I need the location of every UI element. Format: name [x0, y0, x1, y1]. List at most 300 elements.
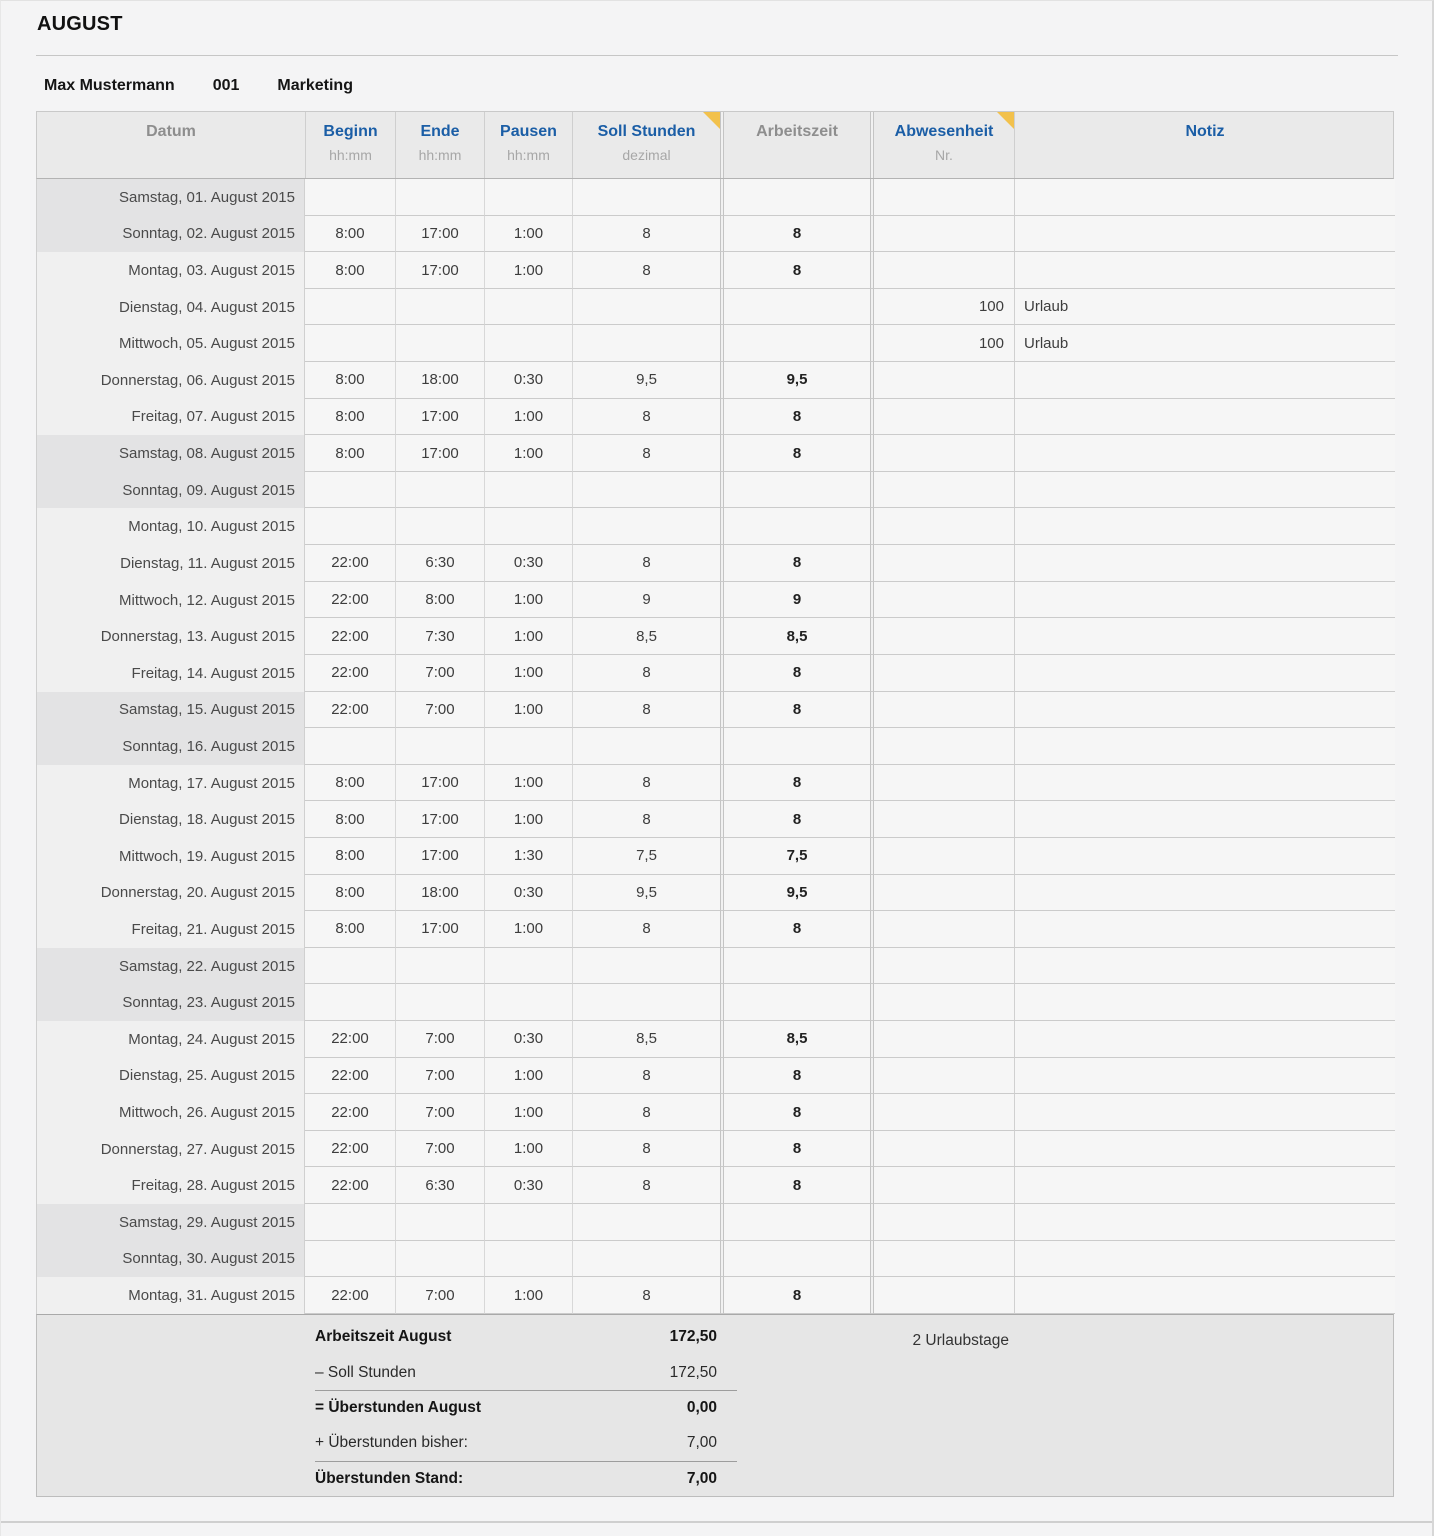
table-row: [37, 1021, 1393, 1058]
cell-pausen[interactable]: 1:00: [484, 911, 572, 948]
cell-beginn[interactable]: 22:00: [305, 1021, 395, 1058]
cell-abwesenheit[interactable]: [874, 1058, 1014, 1095]
cell-pausen[interactable]: [484, 325, 572, 362]
cell-abwesenheit[interactable]: 100: [874, 289, 1014, 326]
cell-ende[interactable]: [395, 472, 484, 509]
cell-abwesenheit[interactable]: [874, 1021, 1014, 1058]
cell-arbeitszeit[interactable]: [724, 1241, 870, 1278]
cell-ende[interactable]: 8:00: [395, 582, 484, 619]
table-row: [37, 1277, 1393, 1314]
cell-soll-stunden[interactable]: [572, 1241, 720, 1278]
cell-notiz[interactable]: [1014, 216, 1395, 253]
cell-ende[interactable]: [395, 508, 484, 545]
employee-department: Marketing: [277, 77, 353, 94]
cell-soll-stunden[interactable]: 8: [572, 692, 720, 729]
cell-beginn[interactable]: 8:00: [305, 801, 395, 838]
column-header-ende: Ende hh:mm: [395, 112, 484, 178]
cell-arbeitszeit[interactable]: [724, 472, 870, 509]
cell-abwesenheit[interactable]: [874, 765, 1014, 802]
cell-pausen[interactable]: [484, 1241, 572, 1278]
cell-soll-stunden[interactable]: 8: [572, 801, 720, 838]
cell-abwesenheit[interactable]: [874, 801, 1014, 838]
cell-pausen[interactable]: 0:30: [484, 1167, 572, 1204]
cell-pausen[interactable]: [484, 984, 572, 1021]
cell-soll-stunden[interactable]: 8: [572, 1167, 720, 1204]
cell-soll-stunden[interactable]: 8: [572, 399, 720, 436]
table-row: [37, 692, 1393, 729]
page-title: AUGUST: [37, 13, 123, 35]
cell-ende[interactable]: 7:00: [395, 692, 484, 729]
cell-ende[interactable]: 6:30: [395, 545, 484, 582]
cell-datum: Donnerstag, 06. August 2015: [37, 362, 305, 399]
cell-soll-stunden[interactable]: 8: [572, 1094, 720, 1131]
table-row: [37, 1131, 1393, 1168]
table-row: [37, 801, 1393, 838]
cell-pausen[interactable]: 1:00: [484, 582, 572, 619]
cell-ende[interactable]: [395, 1241, 484, 1278]
cell-soll-stunden[interactable]: 8: [572, 1131, 720, 1168]
summary-label: – Soll Stunden: [315, 1363, 416, 1381]
cell-abwesenheit[interactable]: [874, 508, 1014, 545]
cell-pausen[interactable]: 0:30: [484, 1021, 572, 1058]
cell-datum: Mittwoch, 05. August 2015: [37, 325, 305, 362]
cell-notiz[interactable]: [1014, 838, 1395, 875]
column-header-notiz: Notiz: [1014, 112, 1395, 178]
cell-abwesenheit[interactable]: [874, 838, 1014, 875]
cell-notiz[interactable]: [1014, 948, 1395, 985]
cell-beginn[interactable]: [305, 728, 395, 765]
cell-pausen[interactable]: 1:00: [484, 1058, 572, 1095]
cell-abwesenheit[interactable]: [874, 1241, 1014, 1278]
cell-arbeitszeit[interactable]: [724, 289, 870, 326]
cell-datum: Donnerstag, 13. August 2015: [37, 618, 305, 655]
cell-abwesenheit[interactable]: [874, 1094, 1014, 1131]
table-row: [37, 728, 1393, 765]
cell-notiz[interactable]: [1014, 252, 1395, 289]
cell-beginn[interactable]: 8:00: [305, 838, 395, 875]
cell-datum: Samstag, 08. August 2015: [37, 435, 305, 472]
summary-rows: [37, 1320, 1393, 1496]
note-marker-icon: [997, 112, 1014, 129]
cell-datum: Montag, 03. August 2015: [37, 252, 305, 289]
cell-beginn[interactable]: 22:00: [305, 545, 395, 582]
cell-abwesenheit[interactable]: [874, 216, 1014, 253]
cell-abwesenheit[interactable]: [874, 1131, 1014, 1168]
cell-abwesenheit[interactable]: [874, 948, 1014, 985]
summary-row: [315, 1461, 737, 1496]
bottom-strip: [1, 1497, 1432, 1523]
cell-beginn[interactable]: 22:00: [305, 1131, 395, 1168]
cell-datum: Sonntag, 30. August 2015: [37, 1241, 305, 1278]
cell-beginn[interactable]: 22:00: [305, 1277, 395, 1314]
vacation-days-note: 2 Urlaubstage: [912, 1331, 1009, 1349]
cell-abwesenheit[interactable]: [874, 984, 1014, 1021]
cell-datum: Samstag, 29. August 2015: [37, 1204, 305, 1241]
cell-arbeitszeit[interactable]: 8,5: [724, 618, 870, 655]
cell-abwesenheit[interactable]: [874, 435, 1014, 472]
summary-value: 7,00: [686, 1469, 717, 1487]
cell-notiz[interactable]: [1014, 472, 1395, 509]
cell-datum: Samstag, 01. August 2015: [37, 179, 305, 216]
cell-beginn[interactable]: 8:00: [305, 765, 395, 802]
cell-notiz[interactable]: [1014, 765, 1395, 802]
cell-notiz[interactable]: [1014, 801, 1395, 838]
cell-abwesenheit[interactable]: [874, 399, 1014, 436]
cell-arbeitszeit[interactable]: 8: [724, 801, 870, 838]
cell-pausen[interactable]: 1:00: [484, 435, 572, 472]
table-row: [37, 655, 1393, 692]
cell-arbeitszeit[interactable]: 8: [724, 1131, 870, 1168]
cell-arbeitszeit[interactable]: [724, 325, 870, 362]
cell-ende[interactable]: 18:00: [395, 362, 484, 399]
cell-arbeitszeit[interactable]: 8: [724, 216, 870, 253]
cell-notiz[interactable]: Urlaub: [1014, 289, 1395, 326]
cell-ende[interactable]: 6:30: [395, 1167, 484, 1204]
table-row: [37, 508, 1393, 545]
cell-ende[interactable]: [395, 179, 484, 216]
cell-beginn[interactable]: 8:00: [305, 216, 395, 253]
timesheet-table: [36, 111, 1394, 1497]
cell-soll-stunden[interactable]: [572, 1204, 720, 1241]
cell-datum: Dienstag, 25. August 2015: [37, 1058, 305, 1095]
cell-pausen[interactable]: 1:00: [484, 216, 572, 253]
column-header-datum: Datum: [146, 123, 196, 140]
cell-arbeitszeit[interactable]: 9: [724, 582, 870, 619]
cell-pausen[interactable]: 1:00: [484, 252, 572, 289]
cell-beginn[interactable]: 22:00: [305, 618, 395, 655]
cell-arbeitszeit[interactable]: [724, 984, 870, 1021]
cell-datum: Sonntag, 02. August 2015: [37, 216, 305, 253]
cell-pausen[interactable]: [484, 472, 572, 509]
cell-datum: Montag, 24. August 2015: [37, 1021, 305, 1058]
cell-beginn[interactable]: [305, 472, 395, 509]
cell-abwesenheit[interactable]: [874, 252, 1014, 289]
cell-notiz[interactable]: [1014, 435, 1395, 472]
cell-ende[interactable]: 17:00: [395, 216, 484, 253]
table-row: [37, 582, 1393, 619]
cell-beginn[interactable]: [305, 289, 395, 326]
cell-pausen[interactable]: 1:00: [484, 692, 572, 729]
cell-arbeitszeit[interactable]: 9,5: [724, 875, 870, 912]
cell-beginn[interactable]: [305, 508, 395, 545]
cell-soll-stunden[interactable]: [572, 728, 720, 765]
cell-ende[interactable]: 7:00: [395, 1058, 484, 1095]
cell-soll-stunden[interactable]: [572, 179, 720, 216]
cell-beginn[interactable]: 22:00: [305, 692, 395, 729]
cell-ende[interactable]: 17:00: [395, 911, 484, 948]
note-marker-icon: [703, 112, 720, 129]
cell-pausen[interactable]: [484, 948, 572, 985]
cell-arbeitszeit[interactable]: [724, 508, 870, 545]
cell-notiz[interactable]: [1014, 399, 1395, 436]
cell-arbeitszeit[interactable]: [724, 1204, 870, 1241]
cell-datum: Freitag, 14. August 2015: [37, 655, 305, 692]
column-header-abwesenheit: Abwesenheit Nr.: [874, 112, 1014, 178]
employee-row: [37, 77, 1396, 95]
cell-notiz[interactable]: [1014, 1094, 1395, 1131]
cell-arbeitszeit[interactable]: [724, 179, 870, 216]
table-row: [37, 1167, 1393, 1204]
cell-notiz[interactable]: [1014, 1241, 1395, 1278]
table-row: [37, 1204, 1393, 1241]
table-row: [37, 216, 1393, 253]
cell-beginn[interactable]: 22:00: [305, 1094, 395, 1131]
cell-beginn[interactable]: 8:00: [305, 362, 395, 399]
cell-beginn[interactable]: [305, 984, 395, 1021]
cell-beginn[interactable]: [305, 325, 395, 362]
column-header-beginn: Beginn hh:mm: [305, 112, 395, 178]
cell-abwesenheit[interactable]: [874, 655, 1014, 692]
title-divider: [36, 55, 1398, 56]
cell-soll-stunden[interactable]: 8,5: [572, 618, 720, 655]
cell-beginn[interactable]: 8:00: [305, 252, 395, 289]
cell-abwesenheit[interactable]: [874, 692, 1014, 729]
cell-arbeitszeit[interactable]: 8: [724, 435, 870, 472]
cell-abwesenheit[interactable]: [874, 362, 1014, 399]
employee-name: Max Mustermann: [44, 77, 175, 94]
cell-soll-stunden[interactable]: 8: [572, 252, 720, 289]
summary-value: 0,00: [686, 1399, 717, 1417]
cell-datum: Samstag, 22. August 2015: [37, 948, 305, 985]
cell-notiz[interactable]: [1014, 984, 1395, 1021]
cell-notiz[interactable]: [1014, 618, 1395, 655]
cell-abwesenheit[interactable]: [874, 1277, 1014, 1314]
table-row: [37, 399, 1393, 436]
cell-notiz[interactable]: [1014, 1277, 1395, 1314]
cell-abwesenheit[interactable]: [874, 472, 1014, 509]
cell-pausen[interactable]: 1:00: [484, 1131, 572, 1168]
cell-arbeitszeit[interactable]: 9,5: [724, 362, 870, 399]
cell-notiz[interactable]: [1014, 1058, 1395, 1095]
cell-soll-stunden[interactable]: 8: [572, 911, 720, 948]
cell-datum: Dienstag, 04. August 2015: [37, 289, 305, 326]
table-row: [37, 545, 1393, 582]
cell-abwesenheit[interactable]: [874, 179, 1014, 216]
cell-datum: Donnerstag, 27. August 2015: [37, 1131, 305, 1168]
column-header-arbeitszeit: Arbeitszeit: [756, 123, 838, 140]
cell-notiz[interactable]: [1014, 655, 1395, 692]
summary-label: = Überstunden August: [315, 1399, 482, 1417]
cell-beginn[interactable]: 22:00: [305, 1167, 395, 1204]
cell-notiz[interactable]: [1014, 1021, 1395, 1058]
cell-arbeitszeit[interactable]: 8: [724, 545, 870, 582]
cell-arbeitszeit[interactable]: 8: [724, 1094, 870, 1131]
cell-notiz[interactable]: [1014, 728, 1395, 765]
table-row: [37, 435, 1393, 472]
summary-section: [36, 1314, 1394, 1497]
cell-datum: Samstag, 15. August 2015: [37, 692, 305, 729]
cell-ende[interactable]: 7:00: [395, 1131, 484, 1168]
summary-row: [315, 1390, 737, 1425]
cell-datum: Sonntag, 09. August 2015: [37, 472, 305, 509]
cell-soll-stunden[interactable]: [572, 948, 720, 985]
cell-beginn[interactable]: 8:00: [305, 399, 395, 436]
cell-ende[interactable]: 7:00: [395, 655, 484, 692]
cell-arbeitszeit[interactable]: 8: [724, 252, 870, 289]
cell-notiz[interactable]: [1014, 545, 1395, 582]
summary-row: [315, 1425, 737, 1460]
cell-beginn[interactable]: 22:00: [305, 655, 395, 692]
cell-abwesenheit[interactable]: [874, 875, 1014, 912]
cell-datum: Freitag, 28. August 2015: [37, 1167, 305, 1204]
cell-beginn[interactable]: 8:00: [305, 875, 395, 912]
cell-ende[interactable]: 18:00: [395, 875, 484, 912]
cell-pausen[interactable]: 1:00: [484, 655, 572, 692]
cell-abwesenheit[interactable]: [874, 1204, 1014, 1241]
cell-datum: Montag, 17. August 2015: [37, 765, 305, 802]
cell-beginn[interactable]: 8:00: [305, 911, 395, 948]
column-header-soll-stunden: Soll Stunden dezimal: [572, 112, 720, 178]
cell-notiz[interactable]: [1014, 1167, 1395, 1204]
cell-soll-stunden[interactable]: 8: [572, 216, 720, 253]
cell-soll-stunden[interactable]: 9,5: [572, 362, 720, 399]
cell-arbeitszeit[interactable]: 8: [724, 1058, 870, 1095]
cell-soll-stunden[interactable]: 8: [572, 1277, 720, 1314]
cell-soll-stunden[interactable]: 8: [572, 655, 720, 692]
cell-ende[interactable]: [395, 1204, 484, 1241]
cell-arbeitszeit[interactable]: 8: [724, 1277, 870, 1314]
table-row: [37, 252, 1393, 289]
cell-beginn[interactable]: [305, 948, 395, 985]
cell-ende[interactable]: [395, 948, 484, 985]
cell-soll-stunden[interactable]: [572, 984, 720, 1021]
cell-datum: Mittwoch, 26. August 2015: [37, 1094, 305, 1131]
cell-pausen[interactable]: [484, 1204, 572, 1241]
cell-soll-stunden[interactable]: [572, 508, 720, 545]
cell-soll-stunden[interactable]: 8,5: [572, 1021, 720, 1058]
cell-ende[interactable]: [395, 289, 484, 326]
cell-arbeitszeit[interactable]: 8: [724, 692, 870, 729]
cell-ende[interactable]: [395, 325, 484, 362]
cell-notiz[interactable]: [1014, 1204, 1395, 1241]
cell-abwesenheit[interactable]: [874, 618, 1014, 655]
cell-ende[interactable]: [395, 984, 484, 1021]
cell-pausen[interactable]: 1:00: [484, 765, 572, 802]
cell-pausen[interactable]: [484, 289, 572, 326]
cell-ende[interactable]: 17:00: [395, 838, 484, 875]
cell-ende[interactable]: 7:00: [395, 1094, 484, 1131]
cell-beginn[interactable]: [305, 179, 395, 216]
summary-row: [315, 1355, 737, 1390]
cell-arbeitszeit[interactable]: 8,5: [724, 1021, 870, 1058]
cell-pausen[interactable]: 1:30: [484, 838, 572, 875]
cell-datum: Freitag, 07. August 2015: [37, 399, 305, 436]
cell-ende[interactable]: 17:00: [395, 435, 484, 472]
cell-beginn[interactable]: [305, 1241, 395, 1278]
cell-abwesenheit[interactable]: [874, 1167, 1014, 1204]
cell-beginn[interactable]: [305, 1204, 395, 1241]
cell-pausen[interactable]: 1:00: [484, 801, 572, 838]
cell-soll-stunden[interactable]: [572, 472, 720, 509]
cell-arbeitszeit[interactable]: 8: [724, 765, 870, 802]
cell-pausen[interactable]: [484, 179, 572, 216]
cell-pausen[interactable]: [484, 728, 572, 765]
cell-pausen[interactable]: 0:30: [484, 362, 572, 399]
summary-label: Arbeitszeit August: [315, 1328, 452, 1346]
cell-notiz[interactable]: [1014, 508, 1395, 545]
cell-notiz[interactable]: Urlaub: [1014, 325, 1395, 362]
cell-ende[interactable]: 17:00: [395, 399, 484, 436]
cell-ende[interactable]: 17:00: [395, 801, 484, 838]
cell-ende[interactable]: 17:00: [395, 765, 484, 802]
cell-abwesenheit[interactable]: [874, 911, 1014, 948]
summary-row: [315, 1320, 737, 1355]
cell-ende[interactable]: 7:00: [395, 1277, 484, 1314]
table-row: [37, 472, 1393, 509]
cell-soll-stunden[interactable]: 7,5: [572, 838, 720, 875]
table-row: [37, 618, 1393, 655]
cell-ende[interactable]: 7:30: [395, 618, 484, 655]
table-row: [37, 325, 1393, 362]
cell-arbeitszeit[interactable]: [724, 728, 870, 765]
employee-id: 001: [212, 77, 240, 94]
cell-beginn[interactable]: 22:00: [305, 1058, 395, 1095]
table-row: [37, 179, 1393, 216]
cell-beginn[interactable]: 22:00: [305, 582, 395, 619]
table-body: [36, 179, 1394, 1314]
cell-abwesenheit[interactable]: [874, 545, 1014, 582]
cell-pausen[interactable]: 1:00: [484, 1277, 572, 1314]
cell-datum: Montag, 31. August 2015: [37, 1277, 305, 1314]
cell-abwesenheit[interactable]: [874, 728, 1014, 765]
cell-soll-stunden[interactable]: 8: [572, 765, 720, 802]
cell-pausen[interactable]: 0:30: [484, 545, 572, 582]
cell-arbeitszeit[interactable]: [724, 948, 870, 985]
cell-pausen[interactable]: 1:00: [484, 618, 572, 655]
cell-pausen[interactable]: 0:30: [484, 875, 572, 912]
cell-datum: Mittwoch, 12. August 2015: [37, 582, 305, 619]
table-row: [37, 838, 1393, 875]
cell-soll-stunden[interactable]: 8: [572, 1058, 720, 1095]
cell-arbeitszeit[interactable]: 8: [724, 911, 870, 948]
cell-arbeitszeit[interactable]: 8: [724, 655, 870, 692]
cell-abwesenheit[interactable]: 100: [874, 325, 1014, 362]
cell-beginn[interactable]: 8:00: [305, 435, 395, 472]
cell-pausen[interactable]: [484, 508, 572, 545]
summary-value: 172,50: [669, 1328, 717, 1346]
cell-ende[interactable]: 17:00: [395, 252, 484, 289]
cell-notiz[interactable]: [1014, 1131, 1395, 1168]
cell-ende[interactable]: 7:00: [395, 1021, 484, 1058]
cell-soll-stunden[interactable]: [572, 289, 720, 326]
cell-notiz[interactable]: [1014, 582, 1395, 619]
cell-notiz[interactable]: [1014, 875, 1395, 912]
table-row: [37, 875, 1393, 912]
cell-pausen[interactable]: 1:00: [484, 399, 572, 436]
cell-arbeitszeit[interactable]: 7,5: [724, 838, 870, 875]
cell-abwesenheit[interactable]: [874, 582, 1014, 619]
cell-arbeitszeit[interactable]: 8: [724, 1167, 870, 1204]
table-row: [37, 1094, 1393, 1131]
cell-pausen[interactable]: 1:00: [484, 1094, 572, 1131]
cell-notiz[interactable]: [1014, 911, 1395, 948]
cell-arbeitszeit[interactable]: 8: [724, 399, 870, 436]
cell-notiz[interactable]: [1014, 362, 1395, 399]
cell-soll-stunden[interactable]: 9,5: [572, 875, 720, 912]
cell-notiz[interactable]: [1014, 692, 1395, 729]
cell-soll-stunden[interactable]: 8: [572, 435, 720, 472]
table-row: [37, 948, 1393, 985]
cell-soll-stunden[interactable]: 8: [572, 545, 720, 582]
column-header-pausen: Pausen hh:mm: [484, 112, 572, 178]
cell-soll-stunden[interactable]: 9: [572, 582, 720, 619]
table-header: [36, 111, 1394, 179]
table-row: [37, 362, 1393, 399]
cell-ende[interactable]: [395, 728, 484, 765]
table-row: [37, 984, 1393, 1021]
cell-notiz[interactable]: [1014, 179, 1395, 216]
cell-soll-stunden[interactable]: [572, 325, 720, 362]
